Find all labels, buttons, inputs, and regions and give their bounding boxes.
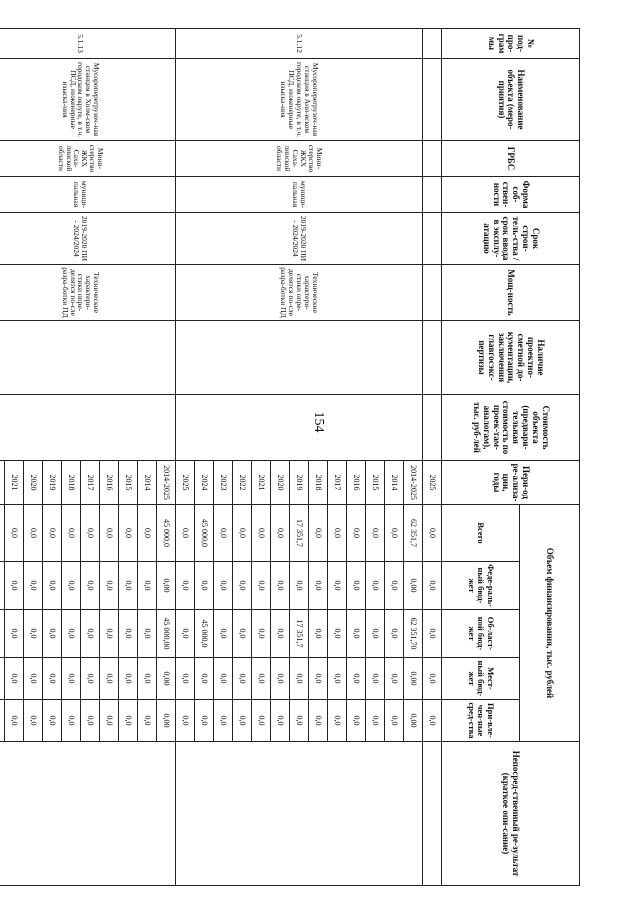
page-number: 154 (311, 411, 326, 433)
value-cell: 0,00 (157, 562, 176, 610)
value-cell: 0,0 (138, 562, 157, 610)
table-row (157, 29, 176, 886)
project-term: 2019-2020 ПИ - 2024/2024 (176, 213, 423, 265)
project-grbs: Мини-стерство ЖКХ Саха-линской области (0, 141, 176, 177)
value-cell: 0,0 (119, 562, 138, 610)
value-cell: 0,0 (119, 505, 138, 562)
value-cell: 0,0 (214, 610, 233, 658)
value-cell: 0,0 (347, 505, 366, 562)
value-cell: 45 000,0 (195, 505, 214, 562)
value-cell: 0,00 (157, 658, 176, 700)
header-psd: Наличие проектно-сметной до-кументации, заключения главгосэкс-пертизы (442, 321, 580, 395)
value-cell: 0,0 (81, 562, 100, 610)
period-cell: 2014-2025 (404, 461, 423, 505)
project-grbs: Мини-стерство ЖКХ Саха-линской области (176, 141, 423, 177)
value-cell: 0,0 (271, 505, 290, 562)
project-psd (176, 321, 423, 395)
project-cost (176, 395, 423, 461)
value-cell: 0,0 (271, 658, 290, 700)
value-cell: 0,0 (62, 505, 81, 562)
result-cell (423, 742, 442, 886)
value-cell: 0,0 (252, 658, 271, 700)
value-cell: 0,0 (290, 700, 309, 742)
value-cell: 0,0 (233, 700, 252, 742)
value-cell: 0,0 (347, 658, 366, 700)
table-row (404, 29, 423, 886)
value-cell: 0,0 (328, 700, 347, 742)
value-cell: 0,0 (81, 505, 100, 562)
period-cell: 2018 (62, 461, 81, 505)
value-cell: 0,0 (366, 700, 385, 742)
value-cell: 0,0 (233, 562, 252, 610)
value-cell: 0,0 (271, 562, 290, 610)
project-num: 5.1.13 (0, 29, 176, 59)
value-cell: 0,0 (24, 658, 43, 700)
value-cell: 0,0 (385, 658, 404, 700)
empty-cell (423, 29, 442, 59)
value-cell: 0,0 (62, 610, 81, 658)
value-cell: 0,0 (423, 562, 442, 610)
period-cell: 2020 (24, 461, 43, 505)
period-cell: 2015 (366, 461, 385, 505)
value-cell: 45 000,0 (157, 505, 176, 562)
project-psd (0, 321, 176, 395)
value-cell: 0,0 (138, 610, 157, 658)
value-cell: 0,0 (176, 700, 195, 742)
value-cell: 0,0 (5, 658, 24, 700)
value-cell: 0,0 (214, 505, 233, 562)
value-cell: 0,0 (214, 562, 233, 610)
value-cell: 0,0 (176, 505, 195, 562)
period-cell: 2024 (195, 461, 214, 505)
value-cell (0, 700, 5, 742)
header-grbs: ГРБС (442, 141, 580, 177)
header-local: Мест-ный бюд-жет (442, 658, 520, 700)
value-cell: 0,0 (5, 610, 24, 658)
value-cell: 0,0 (62, 562, 81, 610)
value-cell: 0,0 (328, 562, 347, 610)
value-cell: 0,0 (328, 610, 347, 658)
table-body (0, 29, 442, 886)
value-cell: 0,0 (423, 700, 442, 742)
table-header (442, 29, 580, 886)
value-cell: 0,0 (119, 700, 138, 742)
value-cell: 0,00 (404, 658, 423, 700)
value-cell: 62 351,7 (404, 505, 423, 562)
value-cell: 0,0 (309, 658, 328, 700)
period-cell: 2014 (138, 461, 157, 505)
value-cell: 0,0 (423, 505, 442, 562)
value-cell: 0,0 (347, 562, 366, 610)
empty-cell (423, 265, 442, 321)
period-cell: 2015 (119, 461, 138, 505)
header-regional: Об-ласт-ной бюд-жет (442, 610, 520, 658)
empty-cell (423, 177, 442, 213)
header-attracted: При-вле-чен-ные сред-ства (442, 700, 520, 742)
header-num: № под-про-грам мы (442, 29, 580, 59)
value-cell: 0,0 (81, 700, 100, 742)
period-cell: 2018 (309, 461, 328, 505)
value-cell: 0,0 (176, 562, 195, 610)
value-cell: 0,0 (100, 562, 119, 610)
period-cell: 2014 (385, 461, 404, 505)
header-period: Пери-од ре-ализа-ции, годы (442, 461, 580, 505)
value-cell: 0,00 (157, 700, 176, 742)
value-cell: 0,0 (309, 562, 328, 610)
empty-cell (423, 213, 442, 265)
header-term: Срок строи-тель-ства / срок ввода в эксплу-атацию (442, 213, 580, 265)
value-cell: 0,0 (366, 658, 385, 700)
value-cell: 0,0 (138, 505, 157, 562)
value-cell: 0,00 (404, 562, 423, 610)
value-cell: 17 351,7 (290, 505, 309, 562)
value-cell: 0,0 (5, 700, 24, 742)
value-cell: 0,0 (214, 700, 233, 742)
period-cell: 2025 (176, 461, 195, 505)
value-cell: 45 000,00 (157, 610, 176, 658)
value-cell: 0,0 (81, 610, 100, 658)
project-name: Мусороперегрузоч-ная станция в Ани-вском городском округе, в т.ч. ПСД, инженерные изыска-ния (176, 59, 423, 141)
value-cell: 0,0 (100, 700, 119, 742)
value-cell: 0,0 (385, 610, 404, 658)
value-cell: 62 351,70 (404, 610, 423, 658)
header-federal: Феде-раль-ный бюд-жет (442, 562, 520, 610)
period-cell: 2017 (328, 461, 347, 505)
value-cell: 0,0 (328, 505, 347, 562)
value-cell: 0,0 (385, 700, 404, 742)
value-cell: 0,0 (62, 700, 81, 742)
value-cell: 0,0 (138, 658, 157, 700)
value-cell (0, 658, 5, 700)
header-capacity: Мощ-ность (442, 265, 580, 321)
value-cell: 0,0 (233, 658, 252, 700)
value-cell: 0,0 (100, 505, 119, 562)
project-term: 2019-2020 ПИ - 2024/2024 (0, 213, 176, 265)
value-cell: 17 351,7 (290, 610, 309, 658)
value-cell: 0,0 (24, 562, 43, 610)
value-cell: 0,0 (290, 562, 309, 610)
value-cell: 0,0 (119, 658, 138, 700)
project-capacity: Технические характери-стики опре-делятся по-сле разра-ботки ПД (176, 265, 423, 321)
value-cell (0, 562, 5, 610)
value-cell: 0,0 (195, 562, 214, 610)
value-cell: 0,0 (252, 562, 271, 610)
value-cell: 0,0 (423, 658, 442, 700)
empty-cell (423, 59, 442, 141)
project-capacity: Технические характери-стики опре-делятся по-сле разра-ботки ПД (0, 265, 176, 321)
value-cell: 0,0 (138, 700, 157, 742)
value-cell: 0,0 (385, 505, 404, 562)
value-cell: 0,0 (176, 658, 195, 700)
value-cell: 0,0 (43, 505, 62, 562)
value-cell: 0,0 (309, 700, 328, 742)
header-total: Всего (442, 505, 520, 562)
value-cell: 0,0 (252, 505, 271, 562)
project-result (0, 742, 176, 886)
value-cell: 0,0 (233, 505, 252, 562)
period-cell: 2021 (5, 461, 24, 505)
value-cell: 0,0 (195, 658, 214, 700)
value-cell: 0,0 (290, 658, 309, 700)
value-cell: 0,0 (271, 610, 290, 658)
empty-cell (423, 321, 442, 395)
project-result (176, 742, 423, 886)
header-result: Непосред-ственный ре-зультат (краткое опи-сание) (442, 742, 580, 886)
value-cell: 0,0 (100, 658, 119, 700)
period-cell: 2014-2025 (157, 461, 176, 505)
value-cell (0, 610, 5, 658)
empty-cell (423, 395, 442, 461)
value-cell: 0,0 (43, 658, 62, 700)
value-cell: 0,0 (214, 658, 233, 700)
value-cell: 0,0 (43, 562, 62, 610)
value-cell: 0,0 (271, 700, 290, 742)
value-cell: 0,0 (176, 610, 195, 658)
project-name: Мусороперегрузоч-ная станция в Холм-ском городском округе, в т.ч. ПСД, инженерные изыска-ния (0, 59, 176, 141)
value-cell: 0,0 (24, 700, 43, 742)
project-ownership: муници-пальная (0, 177, 176, 213)
project-num: 5.1.12 (176, 29, 423, 59)
value-cell: 0,0 (423, 610, 442, 658)
value-cell: 0,0 (366, 610, 385, 658)
header-ownership: Форма соб-ствен-ности (442, 177, 580, 213)
value-cell: 0,0 (5, 505, 24, 562)
financing-table (0, 28, 580, 886)
value-cell: 0,0 (309, 610, 328, 658)
header-name: Наименование объекта (меро-приятия) (442, 59, 580, 141)
rotated-table-wrapper (10, 28, 580, 885)
value-cell: 0,0 (366, 562, 385, 610)
value-cell: 0,0 (43, 610, 62, 658)
header-cost: Стоимость объекта (предвари-тельная стоимость по проек-там-аналогам), тыс. руб-лей (442, 395, 580, 461)
value-cell: 0,0 (309, 505, 328, 562)
value-cell: 45 000,0 (195, 610, 214, 658)
period-cell: 2020 (271, 461, 290, 505)
project-cost (0, 395, 176, 461)
value-cell: 0,0 (252, 700, 271, 742)
value-cell: 0,0 (233, 610, 252, 658)
value-cell: 0,0 (195, 700, 214, 742)
period-cell: 2022 (233, 461, 252, 505)
value-cell: 0,0 (24, 610, 43, 658)
value-cell: 0,0 (366, 505, 385, 562)
value-cell: 0,0 (62, 658, 81, 700)
value-cell: 0,0 (81, 658, 100, 700)
value-cell: 0,0 (347, 610, 366, 658)
value-cell: 0,0 (43, 700, 62, 742)
value-cell: 0,0 (252, 610, 271, 658)
period-cell (0, 461, 5, 505)
period-cell: 2025 (423, 461, 442, 505)
period-cell: 2017 (81, 461, 100, 505)
value-cell: 0,0 (5, 562, 24, 610)
project-ownership: муници-пальная (176, 177, 423, 213)
period-cell: 2016 (347, 461, 366, 505)
period-cell: 2021 (252, 461, 271, 505)
value-cell: 0,0 (328, 658, 347, 700)
value-cell: 0,0 (347, 700, 366, 742)
period-cell: 2019 (43, 461, 62, 505)
empty-cell (423, 141, 442, 177)
value-cell: 0,00 (404, 700, 423, 742)
value-cell: 0,0 (24, 505, 43, 562)
value-cell: 0,0 (385, 562, 404, 610)
value-cell: 0,0 (100, 610, 119, 658)
table-row (423, 29, 442, 886)
header-funding: Объем финансирования, тыс. рублей (520, 505, 580, 742)
value-cell (0, 505, 5, 562)
period-cell: 2016 (100, 461, 119, 505)
value-cell: 0,0 (119, 610, 138, 658)
period-cell: 2023 (214, 461, 233, 505)
period-cell: 2019 (290, 461, 309, 505)
